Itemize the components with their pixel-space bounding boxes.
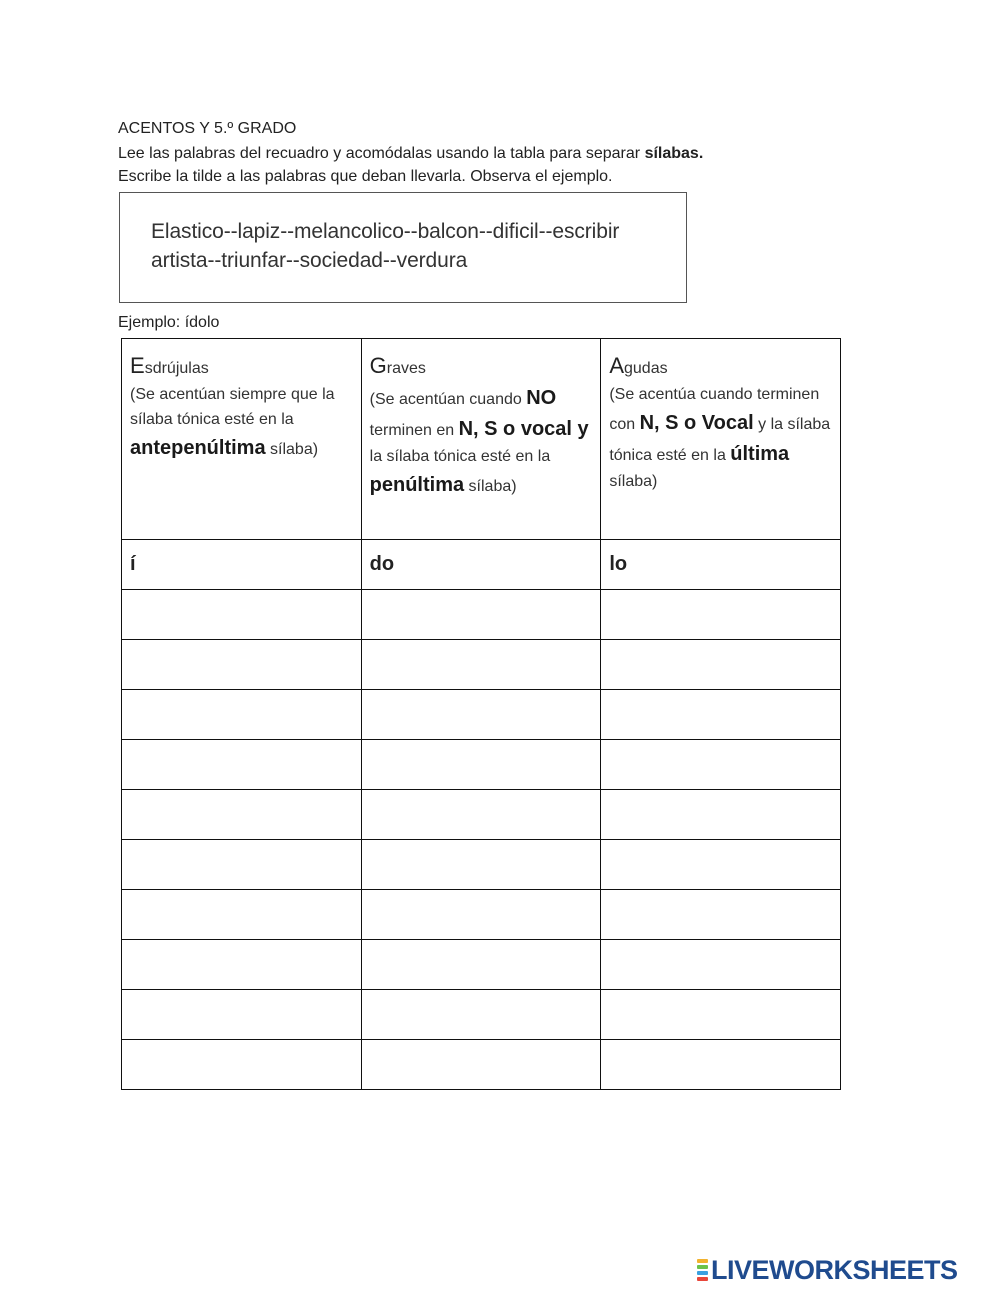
answer-row xyxy=(122,1040,841,1090)
syllable-table xyxy=(121,338,841,1090)
answer-row xyxy=(122,690,841,740)
header-emphasis: penúltima xyxy=(369,473,465,496)
logo-mark-icon xyxy=(697,1258,708,1282)
logo-block xyxy=(697,1277,708,1281)
answer-row xyxy=(122,990,841,1040)
answer-row xyxy=(122,790,841,840)
answer-cell-esdrujula[interactable] xyxy=(122,890,362,940)
word-list-line-1: Elastico--lapiz--melancolico--balcon--dificil--escribir xyxy=(151,220,620,243)
answer-row xyxy=(122,840,841,890)
answer-cell-esdrujula[interactable] xyxy=(122,790,362,840)
answer-row xyxy=(122,640,841,690)
answer-cell-esdrujula[interactable] xyxy=(122,590,362,640)
word-box xyxy=(119,192,687,303)
example-cell-esdrujula: í xyxy=(122,540,362,590)
answer-cell-aguda[interactable] xyxy=(601,740,841,790)
header-emphasis: N, S o vocal y xyxy=(458,418,589,441)
answer-cell-grave[interactable] xyxy=(361,990,601,1040)
answer-cell-esdrujula[interactable] xyxy=(122,640,362,690)
header-emphasis: antepenúltima xyxy=(130,436,266,459)
answer-cell-aguda[interactable] xyxy=(601,1040,841,1090)
worksheet-title: ACENTOS Y 5.º GRADO xyxy=(118,120,297,137)
header-graves xyxy=(361,339,601,540)
logo-block xyxy=(697,1259,708,1263)
logo-block xyxy=(697,1265,708,1269)
instruction-line-2: Escribe la tilde a las palabras que deban llevarla. Observa el ejemplo. xyxy=(118,168,613,185)
answer-cell-aguda[interactable] xyxy=(601,690,841,740)
header-label: gudas xyxy=(624,360,668,377)
header-emphasis: N, S o Vocal xyxy=(639,411,754,434)
answer-row xyxy=(122,890,841,940)
header-description: (Se acentúan cuando xyxy=(369,391,527,409)
liveworksheets-logo xyxy=(697,1255,958,1285)
answer-cell-esdrujula[interactable] xyxy=(122,690,362,740)
answer-cell-aguda[interactable] xyxy=(601,640,841,690)
answer-cell-grave[interactable] xyxy=(361,590,601,640)
answer-cell-grave[interactable] xyxy=(361,940,601,990)
header-esdrujulas xyxy=(122,339,362,540)
example-cell-aguda: lo xyxy=(601,540,841,590)
answer-cell-grave[interactable] xyxy=(361,640,601,690)
answer-cell-esdrujula[interactable] xyxy=(122,940,362,990)
answer-cell-esdrujula[interactable] xyxy=(122,1040,362,1090)
answer-cell-esdrujula[interactable] xyxy=(122,990,362,1040)
answer-cell-aguda[interactable] xyxy=(601,890,841,940)
answer-cell-esdrujula[interactable] xyxy=(122,840,362,890)
example-label: Ejemplo: ídolo xyxy=(118,314,220,331)
instruction-text: Lee las palabras del recuadro y acomódalas usando la tabla para separar xyxy=(118,145,645,162)
answer-cell-grave[interactable] xyxy=(361,690,601,740)
answer-cell-aguda[interactable] xyxy=(601,990,841,1040)
header-description: (Se acentúa cuando terminen con xyxy=(609,386,820,433)
header-description: terminen en xyxy=(369,422,459,440)
header-description: la sílaba tónica esté en la xyxy=(369,448,551,466)
answer-cell-grave[interactable] xyxy=(361,740,601,790)
answer-cell-grave[interactable] xyxy=(361,840,601,890)
answer-cell-grave[interactable] xyxy=(361,1040,601,1090)
header-emphasis: última xyxy=(730,442,790,465)
answer-cell-aguda[interactable] xyxy=(601,590,841,640)
header-agudas xyxy=(601,339,841,540)
example-row xyxy=(122,540,841,590)
answer-cell-esdrujula[interactable] xyxy=(122,740,362,790)
logo-block xyxy=(697,1271,708,1275)
instruction-bold-word: sílabas. xyxy=(644,145,704,162)
answer-cell-grave[interactable] xyxy=(361,890,601,940)
header-label: raves xyxy=(386,360,426,377)
header-description: y la sílaba tónica esté en la xyxy=(609,415,831,464)
answer-cell-grave[interactable] xyxy=(361,790,601,840)
answer-cell-aguda[interactable] xyxy=(601,940,841,990)
header-cap-letter: A xyxy=(609,353,624,378)
header-description: (Se acentúan siempre que la sílaba tónica esté en la xyxy=(130,386,335,428)
instruction-line-1 xyxy=(118,145,703,163)
header-cap-letter: G xyxy=(369,353,387,378)
header-label: sdrújulas xyxy=(144,360,209,377)
table-header-row xyxy=(122,339,841,540)
header-emphasis: NO xyxy=(526,387,557,410)
logo-text: LIVEWORKSHEETS xyxy=(711,1254,958,1285)
header-description: sílaba) xyxy=(609,472,658,490)
answer-cell-aguda[interactable] xyxy=(601,840,841,890)
answer-row xyxy=(122,590,841,640)
answer-row xyxy=(122,740,841,790)
header-cap-letter: E xyxy=(130,353,145,378)
example-cell-grave: do xyxy=(361,540,601,590)
header-description: sílaba) xyxy=(464,477,517,495)
answer-row xyxy=(122,940,841,990)
answer-cell-aguda[interactable] xyxy=(601,790,841,840)
word-list-line-2: artista--triunfar--sociedad--verdura xyxy=(151,249,468,272)
header-description: sílaba) xyxy=(265,440,319,458)
